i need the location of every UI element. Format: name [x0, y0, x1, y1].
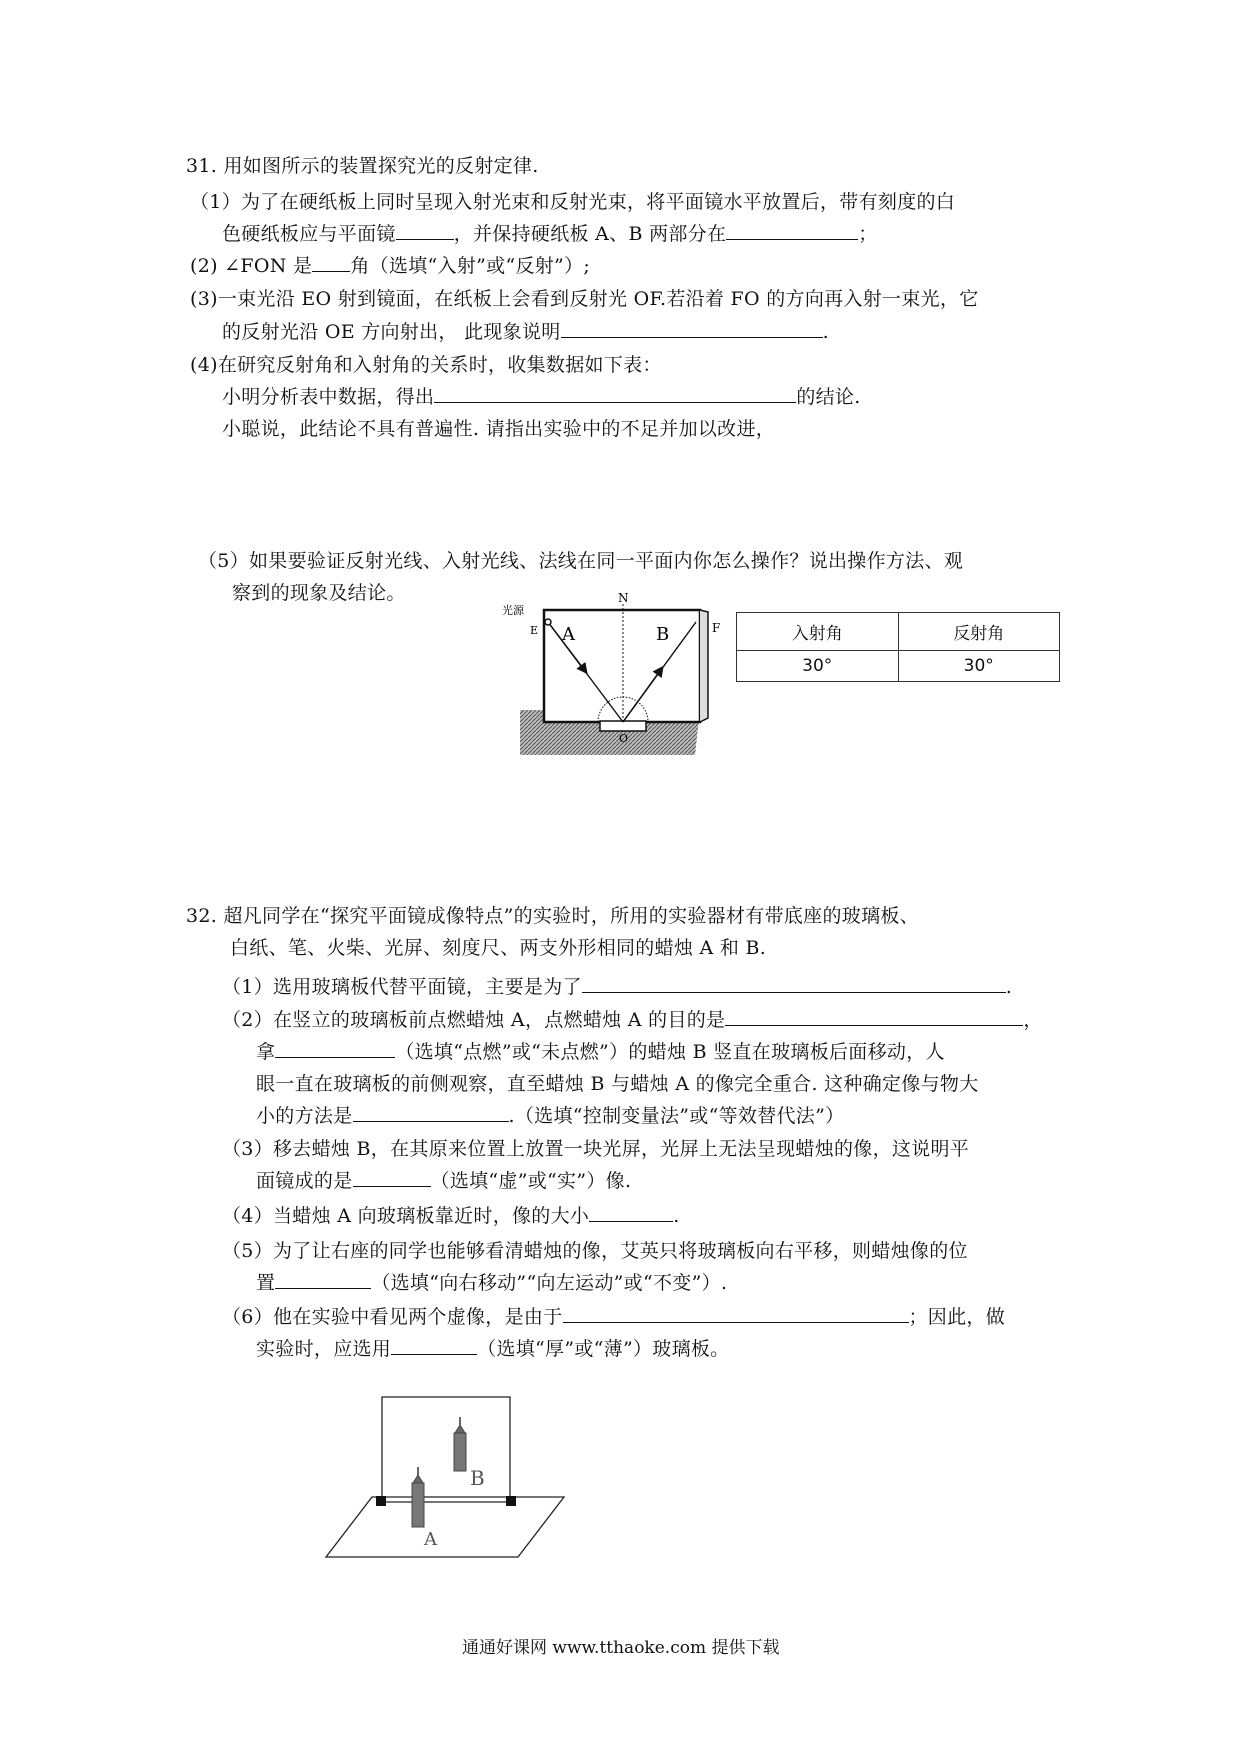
answer-blank[interactable]: [589, 1203, 673, 1222]
q31-part1-line1: （1）为了在硬纸板上同时呈现入射光束和反射光束，将平面镜水平放置后，带有刻度的白: [190, 191, 956, 213]
q31-part4-line2: 小明分析表中数据，得出 的结论.: [222, 386, 861, 408]
q32-part6-line1: （6）他在实验中看见两个虚像，是由于 ；因此，做: [222, 1306, 1006, 1328]
q32-title-line1: 32. 超凡同学在“探究平面镜成像特点”的实验时，所用的实验器材有带底座的玻璃板、: [186, 905, 919, 927]
answer-blank[interactable]: [353, 1168, 431, 1187]
q31-part3-line1: (3)一束光沿 EO 射到镜面，在纸板上会看到反射光 OF.若沿着 FO 的方向再入射一束光，它: [190, 288, 979, 310]
glass-plate: [382, 1397, 510, 1502]
q32-part4: （4）当蜡烛 A 向玻璃板靠近时，像的大小 .: [222, 1205, 680, 1227]
q32-part5-line1: （5）为了让右座的同学也能够看清蜡烛的像，艾英只将玻璃板向右平移，则蜡烛像的位: [222, 1240, 968, 1262]
header-reflected-angle: 反射角: [898, 613, 1060, 651]
q31-part5-line2: 察到的现象及结论。: [232, 582, 406, 604]
answer-blank[interactable]: [353, 1103, 509, 1122]
q32-part2-line1: （2）在竖立的玻璃板前点燃蜡烛 A，点燃蜡烛 A 的目的是 ，: [222, 1009, 1043, 1031]
answer-blank[interactable]: [726, 221, 858, 240]
label-A: A: [562, 624, 575, 645]
q31-part1-line2: 色硬纸板应与平面镜 ，并保持硬纸板 A、B 两部分在 ；: [222, 223, 878, 245]
answer-blank[interactable]: [434, 384, 796, 403]
answer-blank[interactable]: [582, 974, 1006, 993]
answer-blank[interactable]: [561, 319, 823, 338]
q32-part2-line2: 拿 （选填“点燃”或“未点燃”）的蜡烛 B 竖直在玻璃板后面移动，人: [256, 1041, 945, 1063]
q31-title: 31. 用如图所示的装置探究光的反射定律.: [186, 155, 539, 177]
q32-part3-line2: 面镜成的是 （选填“虚”或“实”）像.: [256, 1170, 632, 1192]
plane-mirror: [600, 721, 646, 731]
answer-blank[interactable]: [563, 1304, 909, 1323]
label-candle-a: A: [424, 1529, 437, 1550]
answer-blank[interactable]: [275, 1039, 395, 1058]
q32-part2-line4: 小的方法是 .（选填“控制变量法”或“等效替代法”）: [256, 1105, 845, 1127]
q31-part4-line1: (4)在研究反射角和入射角的关系时，收集数据如下表：: [190, 354, 662, 376]
answer-blank[interactable]: [396, 221, 454, 240]
q32-part3-line1: （3）移去蜡烛 B，在其原来位置上放置一块光屏，光屏上无法呈现蜡烛的像，这说明平: [222, 1138, 970, 1160]
q31-part4-line3: 小聪说，此结论不具有普遍性. 请指出实验中的不足并加以改进，: [222, 418, 776, 440]
candle-b-icon: [454, 1433, 466, 1471]
glass-plate-candle-figure: [320, 1385, 580, 1565]
table-row: [737, 650, 1060, 681]
answer-blank[interactable]: [312, 253, 350, 272]
white-paper: [326, 1497, 564, 1557]
q32-part5-line2: 置 （选填“向右移动”“向左运动”或“不变”）.: [256, 1272, 728, 1294]
q31-part5-line1: （5）如果要验证反射光线、入射光线、法线在同一平面内你怎么操作？说出操作方法、观: [198, 550, 964, 572]
q32-part6-line2: 实验时，应选用 （选填“厚”或“薄”）玻璃板。: [256, 1338, 730, 1360]
q31-part3-line2: 的反射光沿 OE 方向射出， 此现象说明 .: [222, 321, 829, 343]
reflection-apparatus-figure: [500, 590, 740, 758]
cell-reflected-angle: 30°: [898, 650, 1060, 681]
answer-blank[interactable]: [725, 1007, 1023, 1026]
glass-base-clip: [506, 1496, 516, 1506]
q31-part2: (2) ∠FON 是 角（选填“入射”或“反射”）;: [190, 255, 591, 277]
label-B: B: [656, 624, 670, 645]
label-E: E: [530, 624, 539, 637]
label-N: N: [618, 591, 629, 605]
header-incident-angle: 入射角: [737, 613, 899, 651]
cell-incident-angle: 30°: [737, 650, 899, 681]
label-light-source: 光源: [502, 604, 524, 617]
page-footer: 通通好课网 www.tthaoke.com 提供下载: [462, 1638, 780, 1658]
table-row: [737, 613, 1060, 651]
q32-part2-line3: 眼一直在玻璃板的前侧观察，直至蜡烛 B 与蜡烛 A 的像完全重合. 这种确定像与物大: [256, 1073, 979, 1095]
label-candle-b: B: [470, 1466, 485, 1490]
answer-blank[interactable]: [275, 1270, 371, 1289]
q32-part1: （1）选用玻璃板代替平面镜，主要是为了 .: [222, 976, 1013, 998]
answer-blank[interactable]: [391, 1336, 477, 1355]
q32-title-line2: 白纸、笔、火柴、光屏、刻度尺、两支外形相同的蜡烛 A 和 B.: [230, 937, 767, 959]
glass-base-clip: [376, 1496, 386, 1506]
label-O: O: [619, 732, 629, 745]
candle-a-icon: [412, 1483, 424, 1527]
label-F: F: [712, 621, 721, 635]
angle-data-table: [736, 612, 1060, 682]
light-source-icon: [545, 619, 551, 625]
